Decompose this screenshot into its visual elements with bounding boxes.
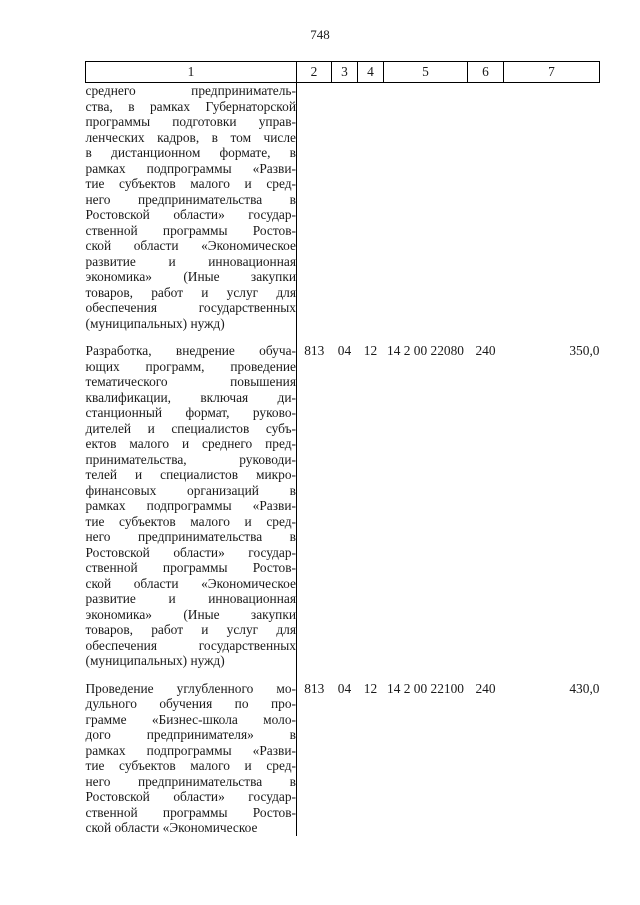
description-line: Проведение углубленного мо- [85,680,296,696]
description-line: ской области «Экономическое [85,820,258,835]
amount: 430,0 [569,680,600,696]
subsection-code: 12 [363,680,378,696]
description-line: дого предпринимателя» в [85,727,296,742]
description-line: товаров, работ и услуг для [85,622,296,637]
table-row [86,343,600,669]
description-line: товаров, работ и услуг для [85,284,296,300]
description-line: тие субъектов малого и сред- [85,758,296,773]
column-header: 4 [358,62,384,83]
amount: 350,0 [569,343,600,358]
row-spacer [86,331,600,343]
expense-type-code [468,83,504,332]
description-line: финансовых организаций в [85,482,296,498]
description-line: в дистанционном формате, в [85,145,296,160]
page-number: 748 [310,27,330,42]
description-line: принимательства, руководи- [85,451,296,467]
description-line: ственной программы Ростов- [85,222,296,238]
subsection-code [358,83,384,332]
section-code: 04 [337,343,352,358]
section-code [332,83,358,332]
description-line: ской области «Экономическое [85,238,296,253]
description-line: телей и специалистов микро- [85,467,296,482]
description-line: него предпринимательства в [85,529,296,544]
ministry-code [297,83,332,332]
column-header: 1 [86,62,297,83]
description-line: программы подготовки управ- [85,114,296,129]
description-line: Ростовской области» государ- [85,544,296,560]
table-row [86,681,600,836]
description-line: рамках подпрограммы «Разви- [85,498,296,513]
description-line: него предпринимательства в [85,773,296,789]
description-line: (муниципальных) нужд) [85,315,225,331]
description-line: грамме «Бизнес-школа моло- [85,711,296,727]
expense-description [86,343,297,669]
description-line: экономика» (Иные закупки [85,269,296,284]
description-line: рамках подпрограммы «Разви- [85,742,296,758]
column-header: 7 [504,62,600,83]
expense-type-code: 240 [475,680,496,696]
description-line: экономика» (Иные закупки [85,606,296,622]
column-header: 5 [384,62,468,83]
target-article-code [384,83,468,332]
description-line: тие субъектов малого и сред- [85,513,296,529]
target-article-code: 14 2 00 22100 [387,680,464,696]
description-line: обеспечения государственных [85,300,296,315]
description-line: (муниципальных) нужд) [85,653,225,668]
target-article-code: 14 2 00 22080 [387,343,464,358]
description-line: него предпринимательства в [85,191,296,207]
description-line: тие субъектов малого и сред- [85,176,296,191]
description-line: Разработка, внедрение обуча- [85,343,296,358]
description-line: квалификации, включая ди- [85,389,296,405]
expense-type-code: 240 [475,343,496,358]
description-line: обеспечения государственных [85,637,296,653]
description-line: дульного обучения по про- [85,696,296,711]
description-line: развитие и инновационная [85,591,296,606]
expense-description [86,681,297,836]
description-line: ленческих кадров, в том числе [85,129,296,145]
table-body [86,83,600,836]
subsection-code: 12 [363,343,378,358]
description-line: ющих программ, проведение [85,358,296,374]
ministry-code: 813 [304,680,325,696]
description-line: ственной программы Ростов- [85,804,296,820]
description-line: станционный формат, руково- [85,405,296,420]
section-code: 04 [337,680,352,696]
budget-table [85,61,600,836]
expense-description [86,83,297,332]
description-line: ской области «Экономическое [85,575,296,591]
description-line: ства, в рамках Губернаторской [85,98,296,114]
description-line: среднего предприниматель- [85,83,296,98]
column-header: 6 [468,62,504,83]
description-line: Ростовской области» государ- [85,789,296,804]
column-header: 3 [332,62,358,83]
description-line: ственной программы Ростов- [85,560,296,575]
amount [504,83,600,332]
ministry-code: 813 [304,343,325,358]
column-header: 2 [297,62,332,83]
description-line: Ростовской области» государ- [85,207,296,222]
column-header-row [86,62,600,83]
table-row [86,83,600,332]
row-spacer [86,669,600,681]
description-line: ектов малого и среднего пред- [85,436,296,451]
description-line: дителей и специалистов субъ- [85,420,296,436]
description-line: развитие и инновационная [85,253,296,269]
description-line: тематического повышения [85,374,296,389]
description-line: рамках подпрограммы «Разви- [85,160,296,176]
